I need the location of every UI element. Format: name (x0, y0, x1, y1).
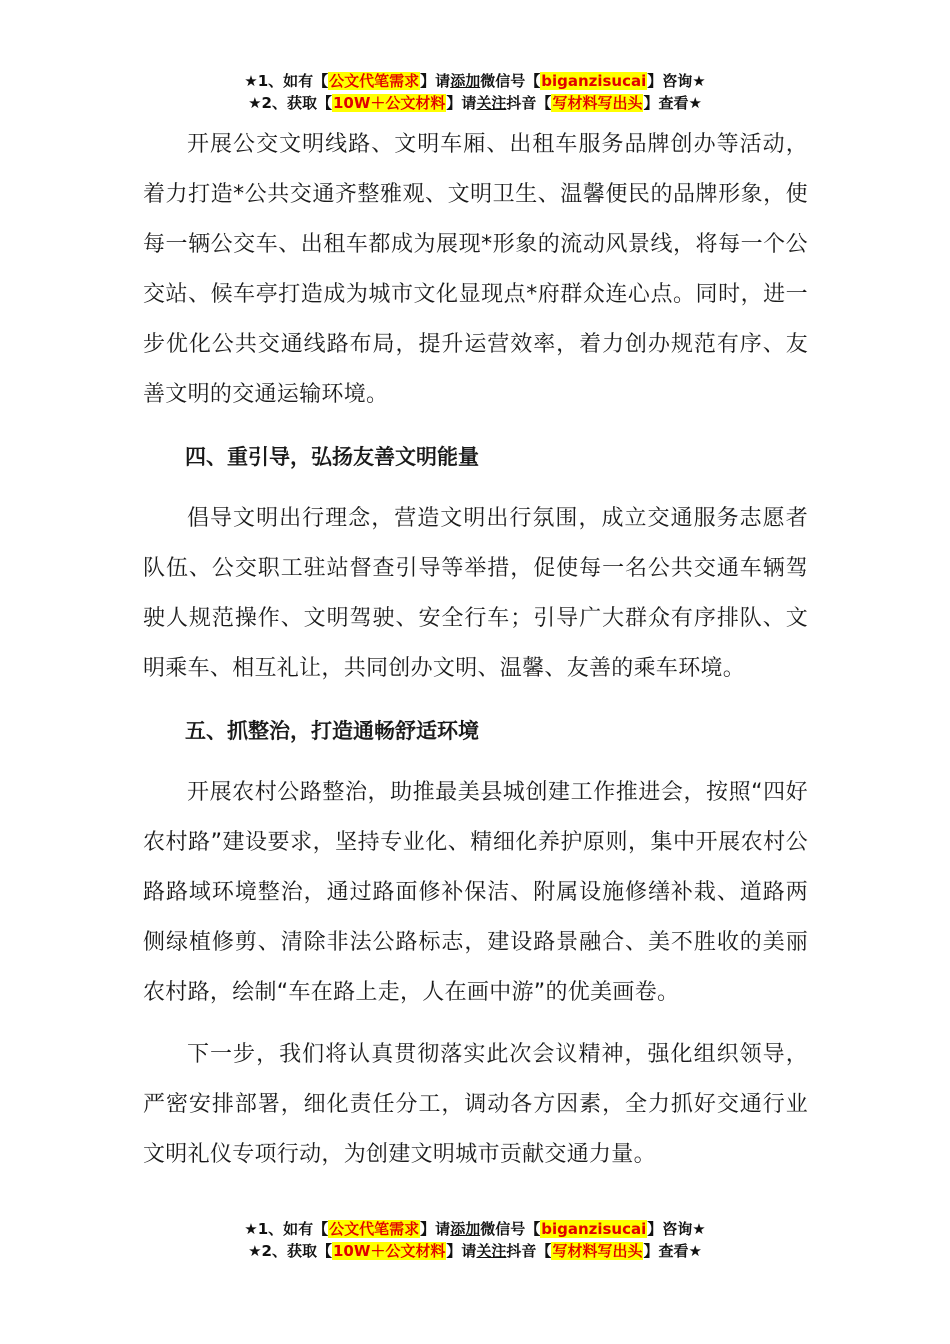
banner-text: ★2、获取【 (248, 1242, 332, 1260)
banner-text: 】查看★ (643, 1242, 702, 1260)
paragraph-1: 开展公交文明线路、文明车厢、出租车服务品牌创办等活动，着力打造*公共交通齐整雅观、文明卫生、温馨便民的品牌形象，使每一辆公交车、出租车都成为展现*形象的流动风景线，将每一个公交站、候车亭打造成为城市文化显现点*府群众连心点。同时，进一步优化公共交通线路布局，提升运营效率，着力创办规范有序、友善文明的交通运输环境。 (143, 132, 808, 407)
banner-highlight: 公文代笔需求 (329, 1220, 420, 1238)
banner-line-2 (0, 1240, 950, 1262)
banner-line-1 (0, 70, 950, 92)
header-banner (0, 70, 950, 114)
banner-text: 微信号【 (480, 1220, 541, 1238)
banner-text: 微信号【 (480, 72, 541, 90)
paragraph-2: 倡导文明出行理念，营造文明出行氛围，成立交通服务志愿者队伍、公交职工驻站督查引导等举措，促使每一名公共交通车辆驾驶人规范操作、文明驾驶、安全行车；引导广大群众有序排队、文明乘车、相互礼让，共同创办文明、温馨、友善的乘车环境。 (143, 506, 808, 681)
banner-line-1 (0, 1218, 950, 1240)
banner-text: ★2、获取【 (248, 94, 332, 112)
banner-text: 抖音【 (506, 1242, 552, 1260)
banner-text: 】请 (446, 94, 477, 112)
banner-text: 抖音【 (506, 94, 552, 112)
banner-underline: 关注 (476, 94, 507, 112)
section-heading-5: 五、抓整治，打造通畅舒适环境 (185, 719, 479, 743)
section-heading-4: 四、重引导，弘扬友善文明能量 (185, 445, 479, 469)
banner-line-2 (0, 92, 950, 114)
banner-highlight: 公文代笔需求 (329, 72, 420, 90)
banner-highlight: 10W＋公文材料 (332, 94, 446, 112)
banner-text: 】咨询★ (647, 72, 706, 90)
banner-underline: 关注 (476, 1242, 507, 1260)
banner-highlight: 写材料写出头 (552, 94, 643, 112)
banner-text: ★1、如有【 (244, 1220, 329, 1238)
banner-text: 】请 (420, 1220, 451, 1238)
banner-text: 】请 (446, 1242, 477, 1260)
document-body (143, 120, 808, 1180)
paragraph-4: 下一步，我们将认真贯彻落实此次会议精神，强化组织领导，严密安排部署，细化责任分工，调动各方因素，全力抓好交通行业文明礼仪专项行动，为创建文明城市贡献交通力量。 (143, 1042, 808, 1167)
footer-banner (0, 1218, 950, 1262)
banner-underline: 添加 (450, 72, 481, 90)
banner-text: ★1、如有【 (244, 72, 329, 90)
paragraph-3: 开展农村公路整治，助推最美县城创建工作推进会，按照“四好农村路”建设要求，坚持专业化、精细化养护原则，集中开展农村公路路域环境整治，通过路面修补保洁、附属设施修缮补栽、道路两侧绿植修剪、清除非法公路标志，建设路景融合、美不胜收的美丽农村路，绘制“车在路上走，人在画中游”的优美画卷。 (143, 780, 808, 1005)
banner-highlight: 10W＋公文材料 (332, 1242, 446, 1260)
banner-highlight: biganzisucai (541, 72, 647, 90)
banner-underline: 添加 (450, 1220, 481, 1238)
banner-highlight: biganzisucai (541, 1220, 647, 1238)
banner-highlight: 写材料写出头 (552, 1242, 643, 1260)
banner-text: 】查看★ (643, 94, 702, 112)
banner-text: 】请 (420, 72, 451, 90)
banner-text: 】咨询★ (647, 1220, 706, 1238)
